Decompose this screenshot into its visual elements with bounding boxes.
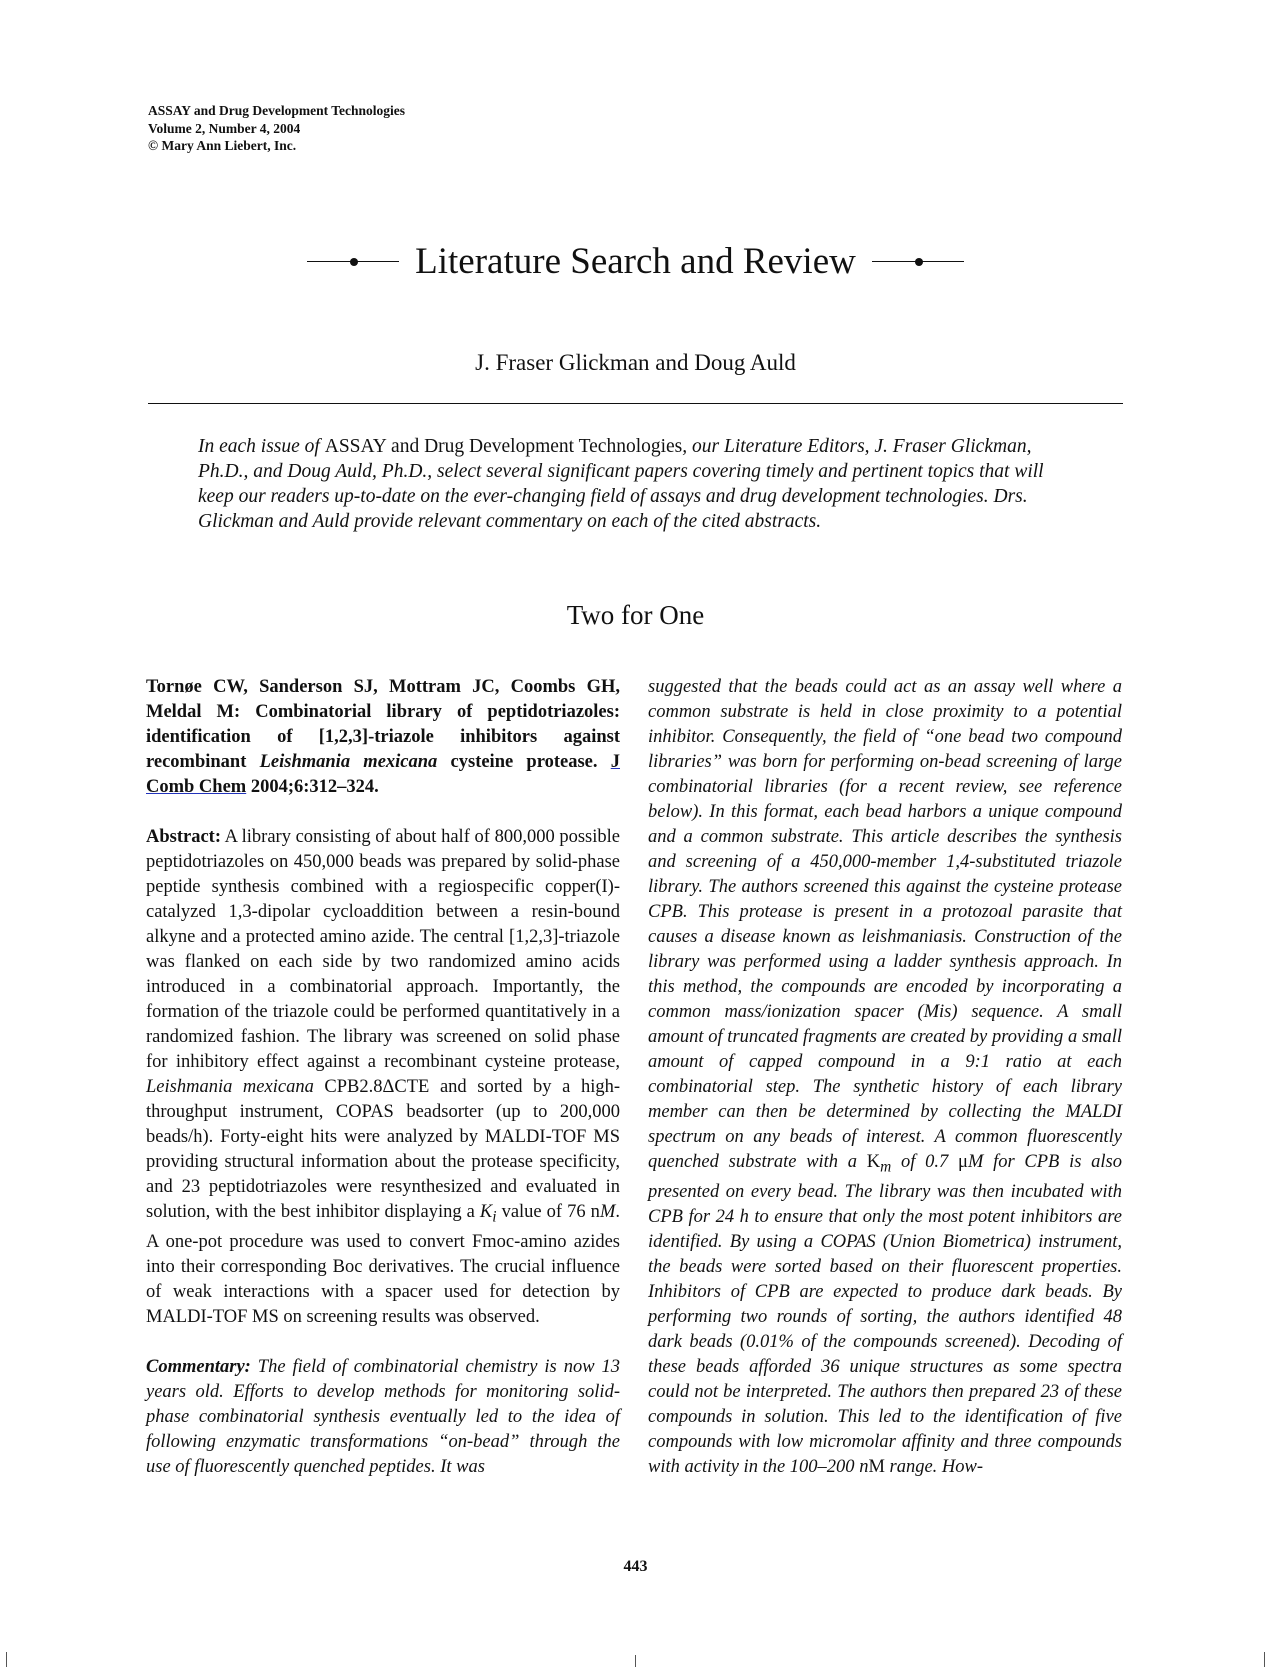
section-title: Two for One [566, 600, 705, 630]
left-ornament-icon [307, 255, 399, 269]
right-nm-n: n [859, 1456, 869, 1477]
abstract-ki-sub: i [492, 1208, 497, 1226]
citation [146, 675, 620, 800]
abstract-ki: K [479, 1202, 493, 1222]
crop-mark [635, 1655, 636, 1667]
citation-text-2: cysteine protease. [437, 752, 611, 772]
intro-journal-name: ASSAY and Drug Development Technologies [324, 436, 683, 457]
journal-name: ASSAY and Drug Development Technologies [148, 103, 406, 118]
right-km: K [866, 1152, 881, 1172]
page-title-row [0, 240, 1271, 283]
journal-link[interactable]: J Comb Chem [146, 752, 620, 797]
page-title: Literature Search and Review [415, 241, 856, 282]
journal-header [148, 102, 405, 155]
left-column [146, 675, 620, 1480]
authors: J. Fraser Glickman and Doug Auld [475, 350, 796, 375]
right-text-3: M for CPB is also presented on every bead. The library was then incubated with CPB for 24 h to ensure that only the most potent inhibitors are identified. By using a COPAS (Union Biometrica) instrument, the beads were sorted based on their fluorescent properties. Inhibitors of CPB are expected to produce dark beads. By performing two rounds of sorting, the authors identified 48 dark beads (0.01% of the compounds screened). Decoding of these beads afforded 36 unique structures as some spectra could not be interpreted. The authors then prepared 23 of these compounds in solution. This led to the identification of five compounds with low micromolar affinity and three compounds with activity in the 100–200 [648, 1152, 1122, 1477]
abstract-text-3: value of 76 n [496, 1202, 600, 1222]
journal-volume: Volume 2, Number 4, 2004 [148, 120, 301, 136]
abstract-ki-unit: M [599, 1202, 616, 1222]
abstract-species: Leishmania mexicana [146, 1077, 314, 1097]
abstract [146, 825, 620, 1330]
abstract-text-2: CPB2.8ΔCTE and sorted by a high-throughput instrument, COPAS beadsorter (up to 200,000 beads/h). Forty-eight hits were analyzed by MALDI-TOF MS providing structural information about the protease specificity, and 23 peptidotriazoles were resynthesized and evaluated in solution, with the best inhibitor displaying a [146, 1077, 620, 1222]
right-column [648, 675, 1122, 1480]
citation-species: Leishmania mexicana [259, 752, 438, 772]
crop-mark [1264, 1652, 1265, 1667]
intro-text-2: , our Literature Editors, J. Fraser Glickman, Ph.D., and Doug Auld, Ph.D., select several significant papers covering timely and pertinent topics that will keep our readers up-to-date on the ever-changing field of assays and drug development technologies. Drs. Glickman and Auld provide relevant commentary on each of the cited abstracts. [198, 436, 1044, 532]
right-text-2: of 0.7 [891, 1152, 959, 1172]
right-mu: μ [958, 1152, 968, 1172]
citation-text-3: 2004;6:312–324. [246, 777, 379, 797]
right-text-1: suggested that the beads could act as an assay well where a common substrate is held in close proximity to a potential inhibitor. Consequently, the field of “one bead two compound libraries” was born for performing on-bead screening of large combinatorial libraries (for a recent review, see reference below). In this format, each bead harbors a unique compound and a common substrate. This article describes the synthesis and screening of a 450,000-member 1,4-substituted triazole library. The authors screened this against the cysteine protease CPB. This protease is present in a protozoal parasite that causes a disease known as leishmaniasis. Construction of the library was performed using a ladder synthesis approach. In this method, the compounds are encoded by incorporating a common mass/ionization spacer (Mis) sequence. A small amount of truncated fragments are created by providing a small amount of capped compound in a 9:1 ratio at each combinatorial step. The synthetic history of each library member can then be determined by collecting the MALDI spectrum on any beads of interest. A common fluorescently quenched substrate with a [648, 677, 1122, 1172]
crop-mark [6, 1652, 7, 1667]
page-number: 443 [623, 1558, 648, 1575]
intro-paragraph [198, 434, 1078, 534]
abstract-text-4: . A one-pot procedure was used to convert Fmoc-amino azides into their corresponding Boc derivatives. The crucial influence of weak interactions with a spacer used for detection by MALDI-TOF MS on screening results was observed. [146, 1202, 620, 1327]
right-nm-m: M [868, 1456, 885, 1477]
copyright-line: © Mary Ann Liebert, Inc. [148, 138, 297, 153]
commentary-continued [648, 675, 1122, 1480]
right-km-sub: m [880, 1158, 892, 1176]
right-ornament-icon [872, 255, 964, 269]
commentary-text: The field of combinatorial chemistry is now 13 years old. Efforts to develop methods for monitoring solid-phase combinatorial synthesis eventually led to the idea of following enzymatic transformations “on-bead” through the use of fluorescently quenched peptides. It was [146, 1356, 620, 1477]
commentary-label: Commentary: [146, 1356, 251, 1377]
abstract-text-1: A library consisting of about half of 800,000 possible peptidotriazoles on 450,000 beads was prepared by solid-phase peptide synthesis combined with a regiospecific copper(I)-catalyzed 1,3-dipolar cycloaddition between a resin-bound alkyne and a protected amino azide. The central [1,2,3]-triazole was flanked on each side by two randomized amino acids introduced in a combinatorial approach. Importantly, the formation of the triazole could be performed quantitatively in a randomized fashion. The library was screened on solid phase for inhibitory effect against a recombinant cysteine protease, [146, 827, 620, 1072]
citation-text-1: Tornøe CW, Sanderson SJ, Mottram JC, Coombs GH, Meldal M: Combinatorial library of peptidotriazoles: identification of [1,2,3]-triazole inhibitors against recombinant [146, 677, 620, 772]
abstract-label: Abstract: [146, 827, 222, 847]
header-divider [148, 403, 1123, 404]
right-text-4: range. How- [884, 1456, 984, 1477]
intro-text-1: In each issue of [198, 436, 325, 457]
commentary [146, 1355, 620, 1480]
